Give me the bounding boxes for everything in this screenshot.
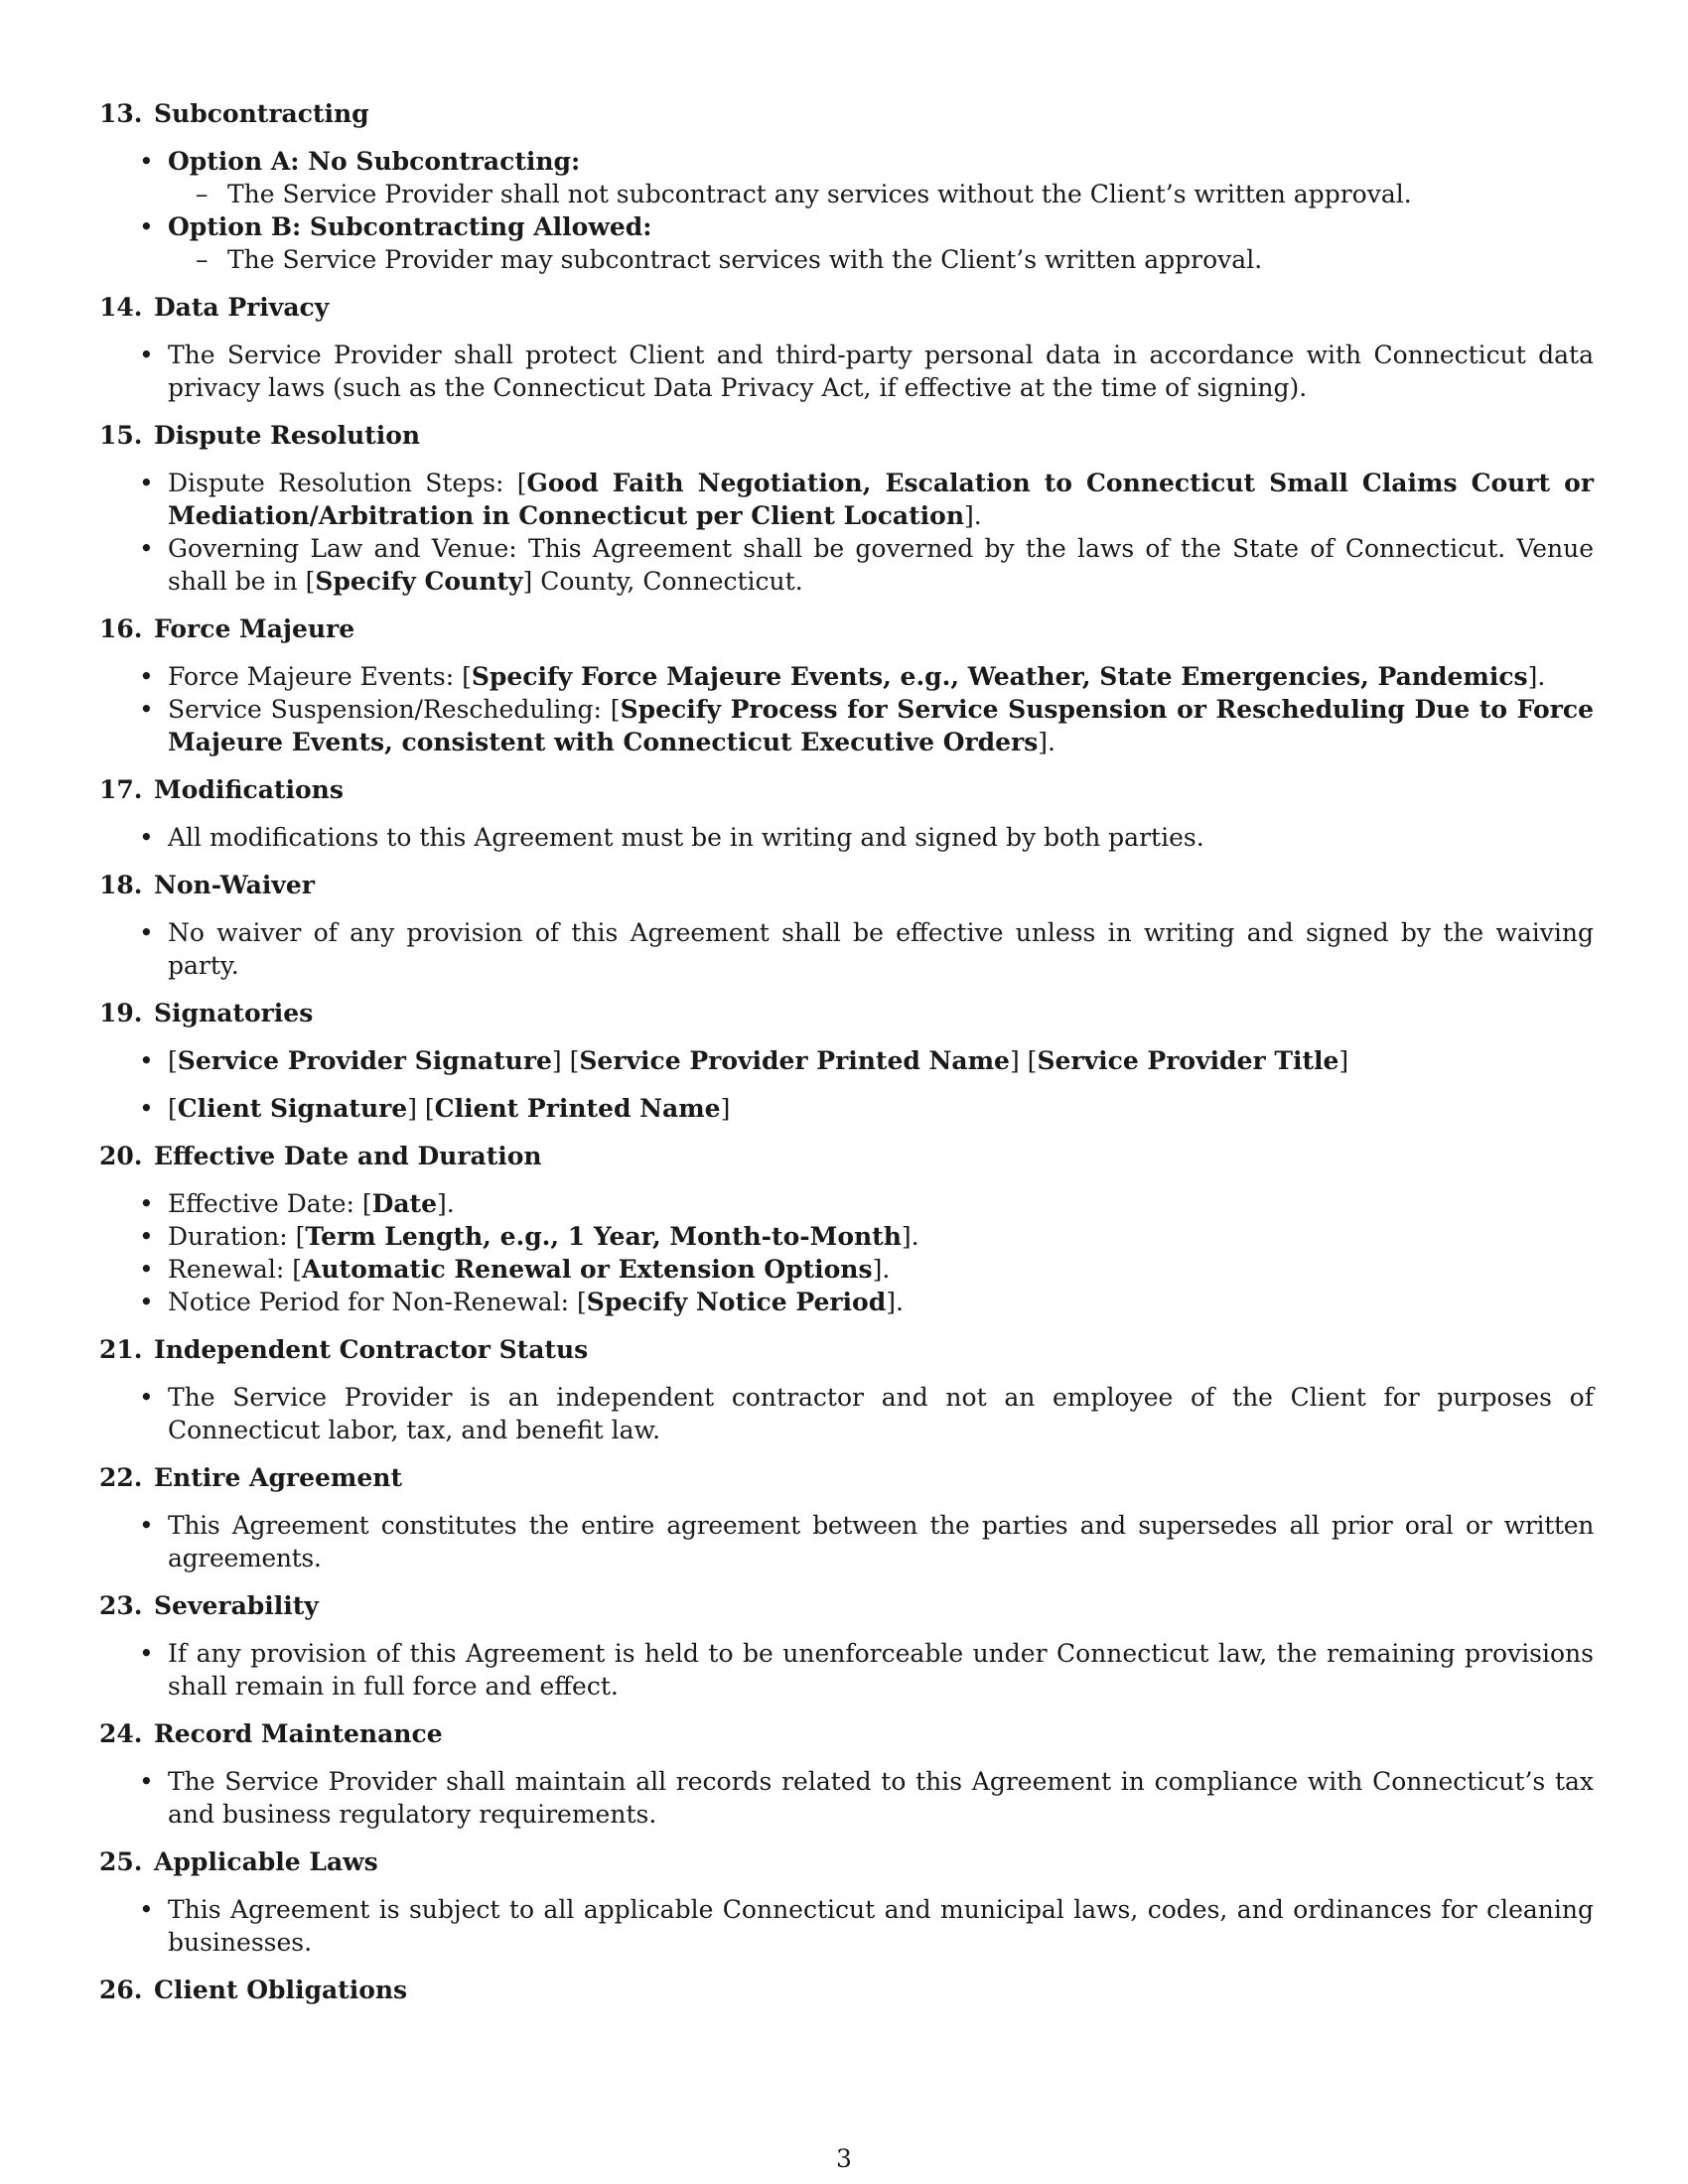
provider-signature-line: • [Service Provider Signature] [Service Provider Printed Name] [Service Provider Title]	[99, 1044, 1594, 1077]
item-text: County, Connecticut.	[532, 567, 803, 596]
section-title: Record Maintenance	[154, 1719, 443, 1748]
section-title: Client Obligations	[154, 1976, 408, 2004]
section-title: Data Privacy	[154, 293, 330, 322]
section-heading	[99, 1140, 1594, 1172]
list-item	[99, 210, 1594, 276]
item-label: Effective Date:	[168, 1189, 362, 1218]
section-client-obligations	[99, 1974, 1594, 2006]
list-item: • The Service Provider shall protect Client and third-party personal data in accordance with Connecticut data privacy laws (such as the Connecticut Data Privacy Act, if effective at the time of signing).	[99, 339, 1594, 404]
bullet-list	[99, 467, 1594, 598]
service-provider-title: Service Provider Title	[1037, 1046, 1339, 1075]
section-number: 22.	[99, 1463, 143, 1492]
placeholder-text: Specify Notice Period	[586, 1288, 887, 1316]
bullet-list	[99, 1893, 1594, 1959]
option-b-label: Option B: Subcontracting Allowed:	[168, 212, 652, 241]
section-number: 20.	[99, 1142, 143, 1170]
placeholder-text: Specify County	[315, 567, 523, 596]
section-heading	[99, 1333, 1594, 1366]
list-item: • No waiver of any provision of this Agreement shall be effective unless in writing and signed by the waiving party.	[99, 916, 1594, 982]
section-title: Modifications	[154, 775, 344, 804]
service-provider-signature: Service Provider Signature	[177, 1046, 552, 1075]
section-effective-date	[99, 1140, 1594, 1318]
section-severability	[99, 1589, 1594, 1703]
section-entire-agreement	[99, 1461, 1594, 1574]
section-heading	[99, 1845, 1594, 1878]
section-applicable-laws	[99, 1845, 1594, 1959]
list-item: • This Agreement constitutes the entire agreement between the parties and supersedes all prior oral or written agreements.	[99, 1509, 1594, 1574]
item-label: Dispute Resolution Steps:	[168, 469, 517, 497]
list-item: • If any provision of this Agreement is held to be unenforceable under Connecticut law, the remaining provisions shall remain in full force and effect.	[99, 1637, 1594, 1703]
bullet-list	[99, 916, 1594, 982]
bullet-list	[99, 1765, 1594, 1831]
list-item: • Renewal: [Automatic Renewal or Extension Options].	[99, 1253, 1594, 1286]
list-item: • Duration: [Term Length, e.g., 1 Year, Month-to-Month].	[99, 1220, 1594, 1253]
service-provider-printed-name: Service Provider Printed Name	[579, 1046, 1010, 1075]
bullet-list	[99, 1044, 1594, 1125]
section-heading	[99, 1974, 1594, 2006]
bullet-list	[99, 1187, 1594, 1318]
bullet-list	[99, 1637, 1594, 1703]
item-label: Service Suspension/Rescheduling:	[168, 695, 611, 724]
item-label: Duration:	[168, 1222, 296, 1251]
section-independent-contractor	[99, 1333, 1594, 1446]
list-item	[99, 145, 1594, 210]
client-printed-name: Client Printed Name	[434, 1094, 721, 1123]
client-signature-line: • [Client Signature] [Client Printed Name]	[99, 1092, 1594, 1125]
section-title: Entire Agreement	[154, 1463, 402, 1492]
document-body	[99, 97, 1594, 2021]
section-non-waiver	[99, 869, 1594, 982]
section-data-privacy	[99, 291, 1594, 404]
section-number: 26.	[99, 1976, 143, 2004]
section-dispute-resolution	[99, 419, 1594, 598]
page-number: 3	[836, 2144, 852, 2173]
section-title: Applicable Laws	[154, 1847, 378, 1876]
bullet-list	[99, 1381, 1594, 1446]
list-item: • Effective Date: [Date].	[99, 1187, 1594, 1220]
section-heading	[99, 419, 1594, 452]
list-item: • The Service Provider shall maintain all records related to this Agreement in compliance with Connecticut’s tax and business regulatory requirements.	[99, 1765, 1594, 1831]
section-number: 18.	[99, 871, 143, 899]
section-number: 15.	[99, 421, 143, 450]
section-heading	[99, 1461, 1594, 1494]
list-item: • Service Suspension/Rescheduling: [Specify Process for Service Suspension or Rescheduling Due to Force Majeure Events, consistent with Connecticut Executive Orders].	[99, 693, 1594, 758]
section-title: Severability	[154, 1591, 319, 1620]
section-title: Signatories	[154, 999, 314, 1027]
section-record-maintenance	[99, 1717, 1594, 1831]
section-force-majeure	[99, 613, 1594, 758]
section-number: 16.	[99, 614, 143, 643]
section-heading	[99, 997, 1594, 1029]
section-number: 14.	[99, 293, 143, 322]
section-number: 23.	[99, 1591, 143, 1620]
section-number: 19.	[99, 999, 143, 1027]
placeholder-text: Date	[371, 1189, 437, 1218]
item-label: Force Majeure Events:	[168, 662, 463, 691]
section-number: 25.	[99, 1847, 143, 1876]
bullet-list	[99, 1509, 1594, 1574]
section-number: 17.	[99, 775, 143, 804]
placeholder-text: Specify Force Majeure Events, e.g., Weather, State Emergencies, Pandemics	[471, 662, 1528, 691]
section-title: Dispute Resolution	[154, 421, 421, 450]
placeholder-text: Term Length, e.g., 1 Year, Month-to-Month	[305, 1222, 902, 1251]
sub-list	[168, 178, 1594, 210]
section-title: Effective Date and Duration	[154, 1142, 542, 1170]
list-item: • All modifications to this Agreement must be in writing and signed by both parties.	[99, 821, 1594, 854]
bullet-list	[99, 145, 1594, 276]
placeholder-text: Good Faith Negotiation, Escalation to Connecticut Small Claims Court or Mediation/Arbitration in Connecticut per Client Location	[168, 469, 1594, 530]
section-signatories	[99, 997, 1594, 1125]
section-heading	[99, 97, 1594, 130]
section-heading	[99, 1717, 1594, 1750]
placeholder-text: Automatic Renewal or Extension Options	[301, 1255, 873, 1284]
section-modifications	[99, 773, 1594, 854]
sub-list-item: – The Service Provider shall not subcontract any services without the Client’s written approval.	[168, 178, 1594, 210]
list-item: • This Agreement is subject to all applicable Connecticut and municipal laws, codes, and ordinances for cleaning businesses.	[99, 1893, 1594, 1959]
section-heading	[99, 773, 1594, 806]
list-item: • The Service Provider is an independent contractor and not an employee of the Client for purposes of Connecticut labor, tax, and benefit law.	[99, 1381, 1594, 1446]
client-signature: Client Signature	[177, 1094, 408, 1123]
section-title: Force Majeure	[154, 614, 355, 643]
sub-list	[168, 243, 1594, 276]
list-item: • Notice Period for Non-Renewal: [Specify Notice Period].	[99, 1286, 1594, 1318]
bullet-list	[99, 821, 1594, 854]
section-title: Independent Contractor Status	[154, 1335, 589, 1364]
list-item: • Force Majeure Events: [Specify Force Majeure Events, e.g., Weather, State Emergencies, Pandemics].	[99, 660, 1594, 693]
section-heading	[99, 1589, 1594, 1622]
section-title: Subcontracting	[154, 99, 369, 128]
sub-list-item: – The Service Provider may subcontract services with the Client’s written approval.	[168, 243, 1594, 276]
bullet-list	[99, 660, 1594, 758]
section-heading	[99, 613, 1594, 645]
section-number: 24.	[99, 1719, 143, 1748]
section-heading	[99, 869, 1594, 901]
bullet-list	[99, 339, 1594, 404]
placeholder-text: Specify Process for Service Suspension or Rescheduling Due to Force Majeure Events, consistent with Connecticut Executive Orders	[168, 695, 1594, 756]
section-heading	[99, 291, 1594, 324]
section-subcontracting	[99, 97, 1594, 276]
section-number: 21.	[99, 1335, 143, 1364]
list-item: • Governing Law and Venue: This Agreement shall be governed by the laws of the State of Connecticut. Venue shall be in [Specify County] County, Connecticut.	[99, 532, 1594, 598]
list-item: • Dispute Resolution Steps: [Good Faith Negotiation, Escalation to Connecticut Small Claims Court or Mediation/Arbitration in Connecticut per Client Location].	[99, 467, 1594, 532]
section-number: 13.	[99, 99, 143, 128]
option-a-label: Option A: No Subcontracting:	[168, 147, 581, 176]
item-text: Governing Law and Venue: This Agreement shall be governed by the laws of the State of Connecticut. Venue shall be in	[168, 534, 1594, 596]
section-title: Non-Waiver	[154, 871, 315, 899]
item-label: Notice Period for Non-Renewal:	[168, 1288, 578, 1316]
item-label: Renewal:	[168, 1255, 293, 1284]
